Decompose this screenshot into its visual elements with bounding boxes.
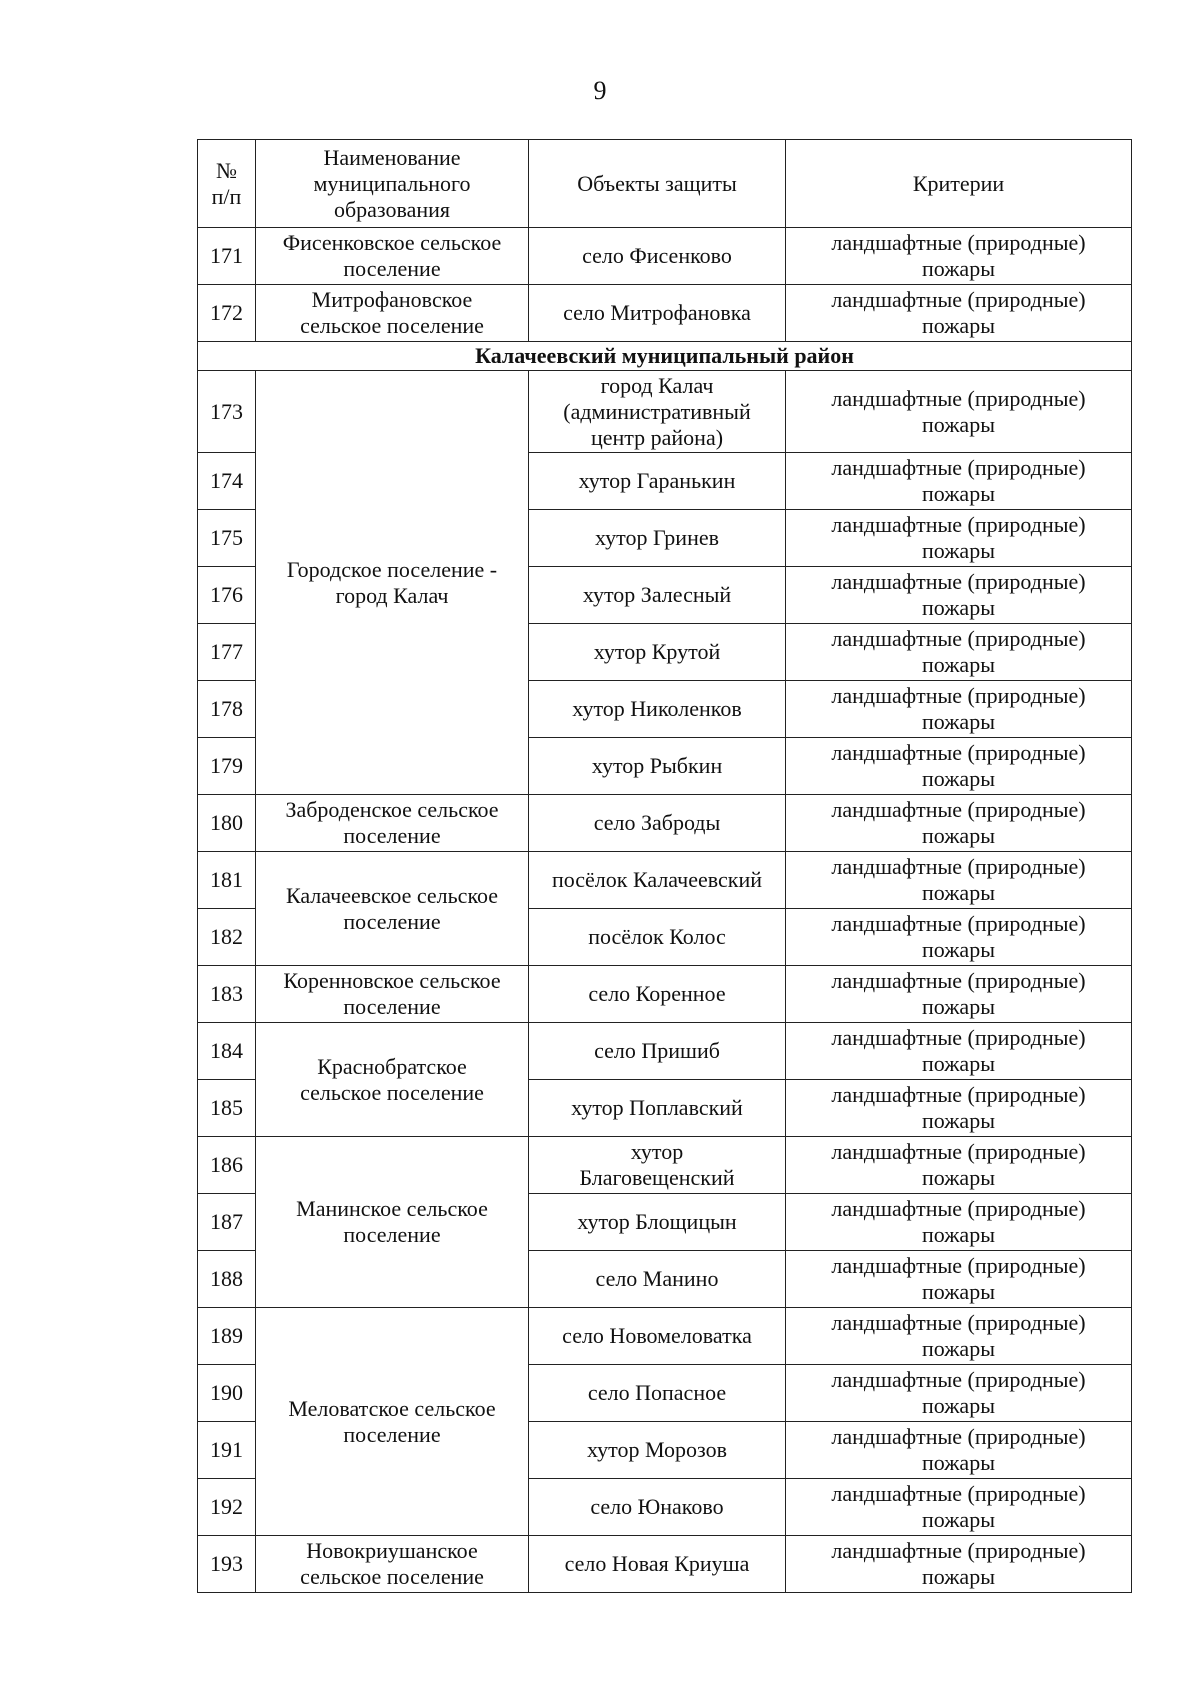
table-header-row [198, 140, 1132, 228]
district-row [198, 342, 1132, 371]
row-municipality: Фисенковское сельское поселение [256, 228, 529, 285]
row-number: 172 [198, 285, 256, 342]
row-number: 171 [198, 228, 256, 285]
row-number: 185 [198, 1080, 256, 1137]
row-municipality: Манинское сельское поселение [256, 1137, 529, 1308]
row-object: хутор Залесный [529, 567, 786, 624]
row-object: село Манино [529, 1251, 786, 1308]
row-number: 175 [198, 510, 256, 567]
row-municipality: Митрофановское сельское поселение [256, 285, 529, 342]
row-criteria: ландшафтные (природные) пожары [786, 1308, 1132, 1365]
row-object: хутор Благовещенский [529, 1137, 786, 1194]
row-number: 177 [198, 624, 256, 681]
row-object: хутор Гринев [529, 510, 786, 567]
row-criteria: ландшафтные (природные) пожары [786, 909, 1132, 966]
row-criteria: ландшафтные (природные) пожары [786, 371, 1132, 453]
table-row [198, 1023, 1132, 1080]
row-number: 178 [198, 681, 256, 738]
row-number: 186 [198, 1137, 256, 1194]
row-criteria: ландшафтные (природные) пожары [786, 852, 1132, 909]
row-criteria: ландшафтные (природные) пожары [786, 453, 1132, 510]
row-municipality: Заброденское сельское поселение [256, 795, 529, 852]
row-object: хутор Блощицын [529, 1194, 786, 1251]
row-object: хутор Поплавский [529, 1080, 786, 1137]
row-criteria: ландшафтные (природные) пожары [786, 510, 1132, 567]
row-number: 174 [198, 453, 256, 510]
row-criteria: ландшафтные (природные) пожары [786, 1194, 1132, 1251]
row-number: 181 [198, 852, 256, 909]
row-object: село Коренное [529, 966, 786, 1023]
row-criteria: ландшафтные (природные) пожары [786, 1422, 1132, 1479]
row-object: село Пришиб [529, 1023, 786, 1080]
row-object: хутор Гаранькин [529, 453, 786, 510]
row-object: село Новомеловатка [529, 1308, 786, 1365]
row-number: 184 [198, 1023, 256, 1080]
row-object: хутор Николенков [529, 681, 786, 738]
row-criteria: ландшафтные (природные) пожары [786, 567, 1132, 624]
row-municipality: Коренновское сельское поселение [256, 966, 529, 1023]
row-criteria: ландшафтные (природные) пожары [786, 1536, 1132, 1593]
row-criteria: ландшафтные (природные) пожары [786, 966, 1132, 1023]
page-number: 9 [593, 76, 607, 105]
row-object: село Юнаково [529, 1479, 786, 1536]
row-criteria: ландшафтные (природные) пожары [786, 1365, 1132, 1422]
row-criteria: ландшафтные (природные) пожары [786, 228, 1132, 285]
row-object: хутор Морозов [529, 1422, 786, 1479]
row-municipality: Краснобратское сельское поселение [256, 1023, 529, 1137]
header-municipality: Наименование муниципального образования [256, 140, 529, 228]
table-row [198, 371, 1132, 453]
header-number: № п/п [198, 140, 256, 228]
table-row [198, 795, 1132, 852]
table-row [198, 1536, 1132, 1593]
row-object: город Калач (административный центр района) [529, 371, 786, 453]
protection-objects-table [197, 139, 1132, 1593]
table-row [198, 228, 1132, 285]
row-number: 193 [198, 1536, 256, 1593]
row-number: 189 [198, 1308, 256, 1365]
row-number: 180 [198, 795, 256, 852]
row-number: 187 [198, 1194, 256, 1251]
row-municipality: Калачеевское сельское поселение [256, 852, 529, 966]
table-row [198, 285, 1132, 342]
row-number: 173 [198, 371, 256, 453]
row-number: 182 [198, 909, 256, 966]
row-object: село Фисенково [529, 228, 786, 285]
row-criteria: ландшафтные (природные) пожары [786, 1137, 1132, 1194]
table-row [198, 1137, 1132, 1194]
table-row [198, 966, 1132, 1023]
district-title: Калачеевский муниципальный район [198, 342, 1132, 371]
row-object: село Попасное [529, 1365, 786, 1422]
row-municipality: Меловатское сельское поселение [256, 1308, 529, 1536]
row-object: село Заброды [529, 795, 786, 852]
header-criteria: Критерии [786, 140, 1132, 228]
row-object: посёлок Колос [529, 909, 786, 966]
row-municipality: Городское поселение - город Калач [256, 371, 529, 795]
row-number: 183 [198, 966, 256, 1023]
row-number: 176 [198, 567, 256, 624]
row-criteria: ландшафтные (природные) пожары [786, 738, 1132, 795]
row-criteria: ландшафтные (природные) пожары [786, 1080, 1132, 1137]
row-number: 192 [198, 1479, 256, 1536]
row-object: хутор Крутой [529, 624, 786, 681]
table-row [198, 852, 1132, 909]
table-row [198, 1308, 1132, 1365]
row-number: 179 [198, 738, 256, 795]
row-number: 190 [198, 1365, 256, 1422]
table-body [198, 228, 1132, 1593]
header-objects: Объекты защиты [529, 140, 786, 228]
row-object: хутор Рыбкин [529, 738, 786, 795]
row-criteria: ландшафтные (природные) пожары [786, 795, 1132, 852]
row-criteria: ландшафтные (природные) пожары [786, 624, 1132, 681]
row-object: посёлок Калачеевский [529, 852, 786, 909]
row-criteria: ландшафтные (природные) пожары [786, 285, 1132, 342]
row-municipality: Новокриушанское сельское поселение [256, 1536, 529, 1593]
row-criteria: ландшафтные (природные) пожары [786, 1251, 1132, 1308]
row-number: 191 [198, 1422, 256, 1479]
row-criteria: ландшафтные (природные) пожары [786, 1479, 1132, 1536]
row-criteria: ландшафтные (природные) пожары [786, 681, 1132, 738]
row-object: село Митрофановка [529, 285, 786, 342]
row-criteria: ландшафтные (природные) пожары [786, 1023, 1132, 1080]
row-number: 188 [198, 1251, 256, 1308]
row-object: село Новая Криуша [529, 1536, 786, 1593]
